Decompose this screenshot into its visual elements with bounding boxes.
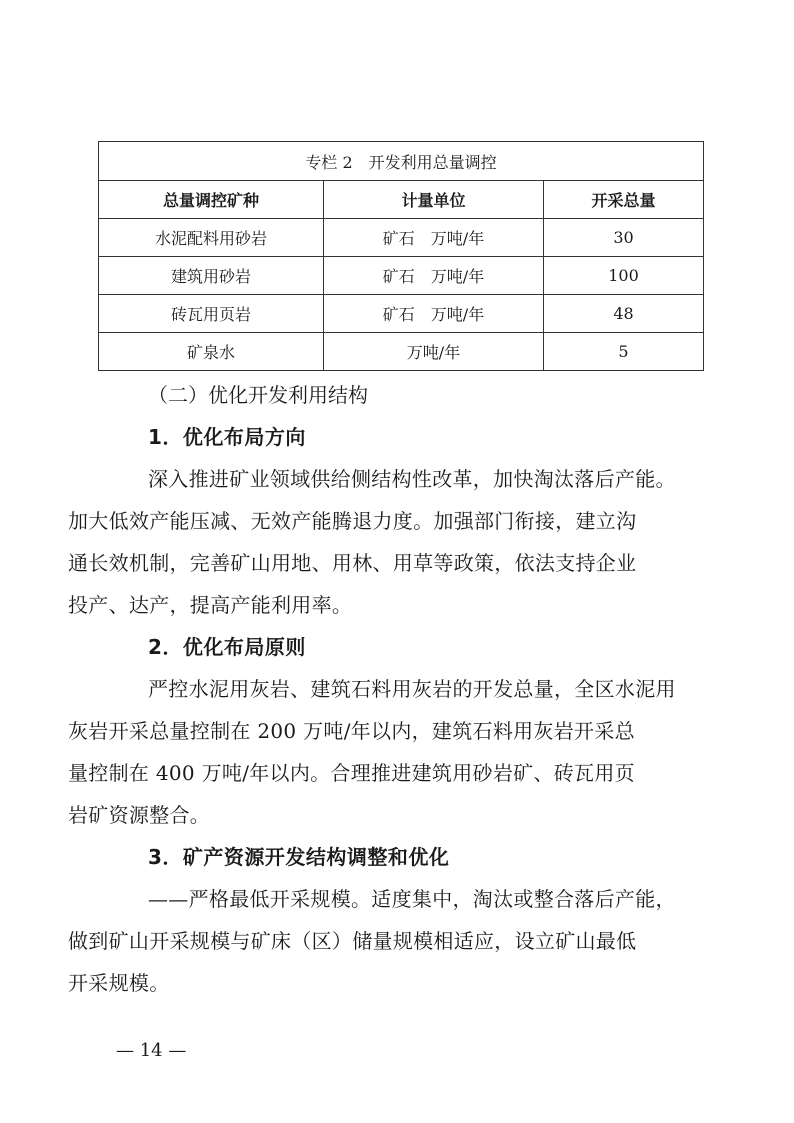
cell-unit [324, 295, 544, 333]
paragraph-line: 严控水泥用灰岩、建筑石料用灰岩的开发总量，全区水泥用 [148, 677, 676, 701]
quota-table [98, 141, 704, 371]
caption-prefix: 专栏 2 [305, 152, 353, 172]
paragraph-line: 岩矿资源整合。 [68, 803, 211, 827]
table-header-row [99, 181, 704, 219]
table-row [99, 333, 704, 371]
unit-measure: 万吨/年 [430, 267, 485, 286]
paragraph-line: 深入推进矿业领域供给侧结构性改革，加快淘汰落后产能。 [148, 467, 676, 491]
page-number: — 14 — [116, 1040, 187, 1061]
paragraph-line: 灰岩开采总量控制在 200 万吨/年以内，建筑石料用灰岩开采总 [68, 719, 635, 743]
heading-3: 3．矿产资源开发结构调整和优化 [148, 845, 450, 869]
paragraph-line: 通长效机制，完善矿山用地、用林、用草等政策，依法支持企业 [68, 551, 637, 575]
paragraph-line: 量控制在 400 万吨/年以内。合理推进建筑用砂岩矿、砖瓦用页 [68, 761, 635, 785]
table-row [99, 257, 704, 295]
paragraph-line: ——严格最低开采规模。适度集中，淘汰或整合落后产能， [148, 887, 676, 911]
unit-measure: 万吨/年 [406, 343, 461, 362]
paragraph-1 [68, 458, 698, 626]
caption-title: 开发利用总量调控 [368, 152, 497, 172]
paragraph-line: 做到矿山开采规模与矿床（区）储量规模相适应，设立矿山最低 [68, 929, 637, 953]
paragraph-line: 加大低效产能压减、无效产能腾退力度。加强部门衔接，建立沟 [68, 509, 637, 533]
cell-unit [324, 219, 544, 257]
header-mineral: 总量调控矿种 [99, 181, 324, 219]
paragraph-line: 开采规模。 [68, 971, 170, 995]
paragraph-line: 投产、达产，提高产能利用率。 [68, 593, 353, 617]
cell-total: 100 [544, 257, 704, 295]
unit-measure: 万吨/年 [430, 305, 485, 324]
heading-1: 1．优化布局方向 [148, 425, 306, 449]
cell-total: 48 [544, 295, 704, 333]
unit-measure: 万吨/年 [430, 229, 485, 248]
cell-unit [324, 333, 544, 371]
table-row [99, 219, 704, 257]
cell-total: 5 [544, 333, 704, 371]
cell-unit [324, 257, 544, 295]
body-text [68, 374, 698, 1004]
cell-mineral: 砖瓦用页岩 [99, 295, 324, 333]
cell-mineral: 水泥配料用砂岩 [99, 219, 324, 257]
header-unit: 计量单位 [324, 181, 544, 219]
table-row [99, 295, 704, 333]
unit-ore: 矿石 [382, 305, 415, 324]
heading-2: 2．优化布局原则 [148, 635, 306, 659]
header-total: 开采总量 [544, 181, 704, 219]
unit-ore: 矿石 [382, 267, 415, 286]
cell-total: 30 [544, 219, 704, 257]
unit-ore: 矿石 [382, 229, 415, 248]
paragraph-2 [68, 668, 698, 836]
cell-mineral: 矿泉水 [99, 333, 324, 371]
paragraph-3 [68, 878, 698, 1004]
table-caption-row [99, 142, 704, 181]
cell-mineral: 建筑用砂岩 [99, 257, 324, 295]
section-title: （二）优化开发利用结构 [148, 383, 368, 407]
table-caption [99, 142, 704, 181]
